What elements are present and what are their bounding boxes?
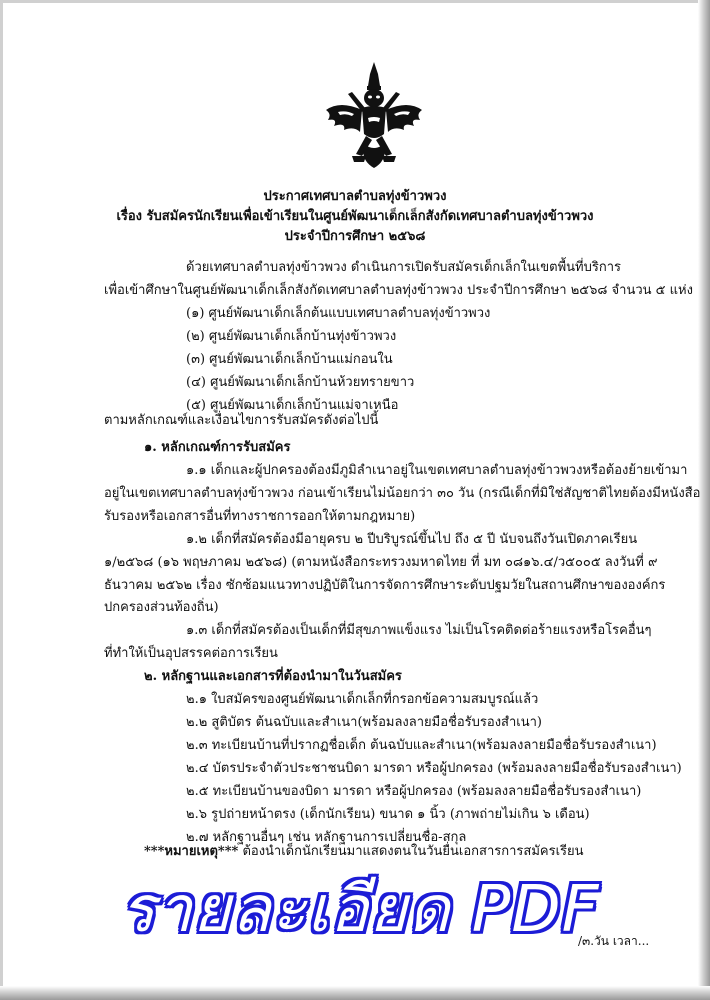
document-item-3: ๒.๓ ทะเบียนบ้านที่ปรากฏชื่อเด็ก ต้นฉบับและสำเนา(พร้อมลงลายมือชื่อรับรองสำเนา) bbox=[186, 738, 657, 753]
announcement-subject: เรื่อง รับสมัครนักเรียนเพื่อเข้าเรียนในศูนย์พัฒนาเด็กเล็กสังกัดเทศบาลตำบลทุ่งข้าวพวง bbox=[116, 209, 594, 224]
intro-closing: ตามหลักเกณฑ์และเงื่อนไขการรับสมัครดังต่อไปนี้ bbox=[104, 413, 379, 428]
center-item-5: (๕) ศูนย์พัฒนาเด็กเล็กบ้านแม่จาเหนือ bbox=[186, 398, 399, 413]
intro-line-1: ด้วยเทศบาลตำบลทุ่งข้าวพวง ดำเนินการเปิดรับสมัครเด็กเล็กในเขตพื้นที่บริการ bbox=[186, 260, 621, 275]
section-1-item-2-line-2: ๑/๒๕๖๘ (๑๖ พฤษภาคม ๒๕๖๘) (ตามหนังสือกระทรวงมหาดไทย ที่ มท ๐๘๑๖.๔/ว๕๐๐๕ ลงวันที่ ๙ bbox=[104, 555, 658, 570]
document-item-6: ๒.๖ รูปถ่ายหน้าตรง (เด็กนักเรียน) ขนาด ๑ นิ้ว (ภาพถ่ายไม่เกิน ๖ เดือน) bbox=[186, 807, 590, 822]
center-item-1: (๑) ศูนย์พัฒนาเด็กเล็กต้นแบบเทศบาลตำบลทุ่งข้าวพวง bbox=[186, 306, 491, 321]
page-border-top bbox=[0, 0, 710, 3]
section-1-item-3-line-1: ๑.๓ เด็กที่สมัครต้องเป็นเด็กที่มีสุขภาพแข็งแรง ไม่เป็นโรคติดต่อร้ายแรงหรือโรคอื่นๆ bbox=[186, 623, 652, 638]
section-1-heading: ๑. หลักเกณฑ์การรับสมัคร bbox=[144, 440, 291, 455]
academic-year: ประจำปีการศึกษา ๒๕๖๘ bbox=[284, 229, 426, 244]
center-item-2: (๒) ศูนย์พัฒนาเด็กเล็กบ้านทุ่งข้าวพวง bbox=[186, 329, 397, 344]
section-1-item-1-line-3: รับรองหรือเอกสารอื่นที่ทางราชการออกให้ตามกฎหมาย) bbox=[104, 509, 416, 524]
section-1-item-2-line-3: ธันวาคม ๒๕๖๒ เรื่อง ซักซ้อมแนวทางปฏิบัติในการจัดการศึกษาระดับปฐมวัยในสถานศึกษาขององค์กร bbox=[104, 578, 666, 593]
section-1-item-1-line-1: ๑.๑ เด็กและผู้ปกครองต้องมีภูมิลำเนาอยู่ในเขตเทศบาลตำบลทุ่งข้าวพวงหรือต้องย้ายเข้ามา bbox=[186, 463, 688, 478]
section-2-heading: ๒. หลักฐานและเอกสารที่ต้องนำมาในวันสมัคร bbox=[144, 669, 402, 684]
center-item-4: (๔) ศูนย์พัฒนาเด็กเล็กบ้านห้วยทรายขาว bbox=[186, 375, 415, 390]
document-item-4: ๒.๔ บัตรประจำตัวประชาชนบิดา มารดา หรือผู้ปกครอง (พร้อมลงลายมือชื่อรับรองสำเนา) bbox=[186, 761, 682, 776]
pdf-details-label[interactable]: รายละเอียด PDF bbox=[120, 873, 600, 947]
note-text: ต้องนำเด็กนักเรียนมาแสดงตนในวันยื่นเอกสารการสมัครเรียน bbox=[238, 844, 584, 859]
document-item-5: ๒.๕ ทะเบียนบ้านของบิดา มารดา หรือผู้ปกครอง (พร้อมลงลายมือชื่อรับรองสำเนา) bbox=[186, 784, 642, 799]
page-shadow-bottom bbox=[0, 986, 710, 1000]
garuda-emblem-icon bbox=[318, 60, 430, 180]
note-label: ***หมายเหตุ*** bbox=[144, 844, 239, 859]
continuation-marker: /๓.วัน เวลา... bbox=[578, 934, 650, 948]
pdf-details-link[interactable] bbox=[100, 870, 620, 950]
section-1-item-2-line-4: ปกครองส่วนท้องถิ่น) bbox=[104, 600, 219, 615]
section-1-item-2-line-1: ๑.๒ เด็กที่สมัครต้องมีอายุครบ ๒ ปีบริบูรณ์ขึ้นไป ถึง ๕ ปี นับจนถึงวันเปิดภาคเรียน bbox=[186, 532, 638, 547]
announcement-title: ประกาศเทศบาลตำบลทุ่งข้าวพวง bbox=[263, 189, 447, 204]
document-item-7: ๒.๗ หลักฐานอื่นๆ เช่น หลักฐานการเปลี่ยนชื่อ-สกุล bbox=[186, 830, 467, 845]
document-item-1: ๒.๑ ใบสมัครของศูนย์พัฒนาเด็กเล็กที่กรอกข้อความสมบูรณ์แล้ว bbox=[186, 692, 539, 707]
note-line bbox=[144, 843, 584, 861]
center-item-3: (๓) ศูนย์พัฒนาเด็กเล็กบ้านแม่กอนใน bbox=[186, 352, 393, 367]
page-border-left bbox=[0, 0, 3, 1000]
section-1-item-3-line-2: ที่ทำให้เป็นอุปสรรคต่อการเรียน bbox=[104, 646, 278, 661]
document-item-2: ๒.๒ สูติบัตร ต้นฉบับและสำเนา(พร้อมลงลายมือชื่อรับรองสำเนา) bbox=[186, 715, 542, 730]
intro-line-2: เพื่อเข้าศึกษาในศูนย์พัฒนาเด็กเล็กสังกัดเทศบาลตำบลทุ่งข้าวพวง ประจำปีการศึกษา ๒๕๖๘ จำนวน ๕ แห่ง bbox=[104, 283, 693, 298]
section-1-item-1-line-2: อยู่ในเขตเทศบาลตำบลทุ่งข้าวพวง ก่อนเข้าเรียนไม่น้อยกว่า ๓๐ วัน (กรณีเด็กที่มิใช่สัญชาติไทยต้องมีหนังสือ bbox=[104, 486, 701, 501]
